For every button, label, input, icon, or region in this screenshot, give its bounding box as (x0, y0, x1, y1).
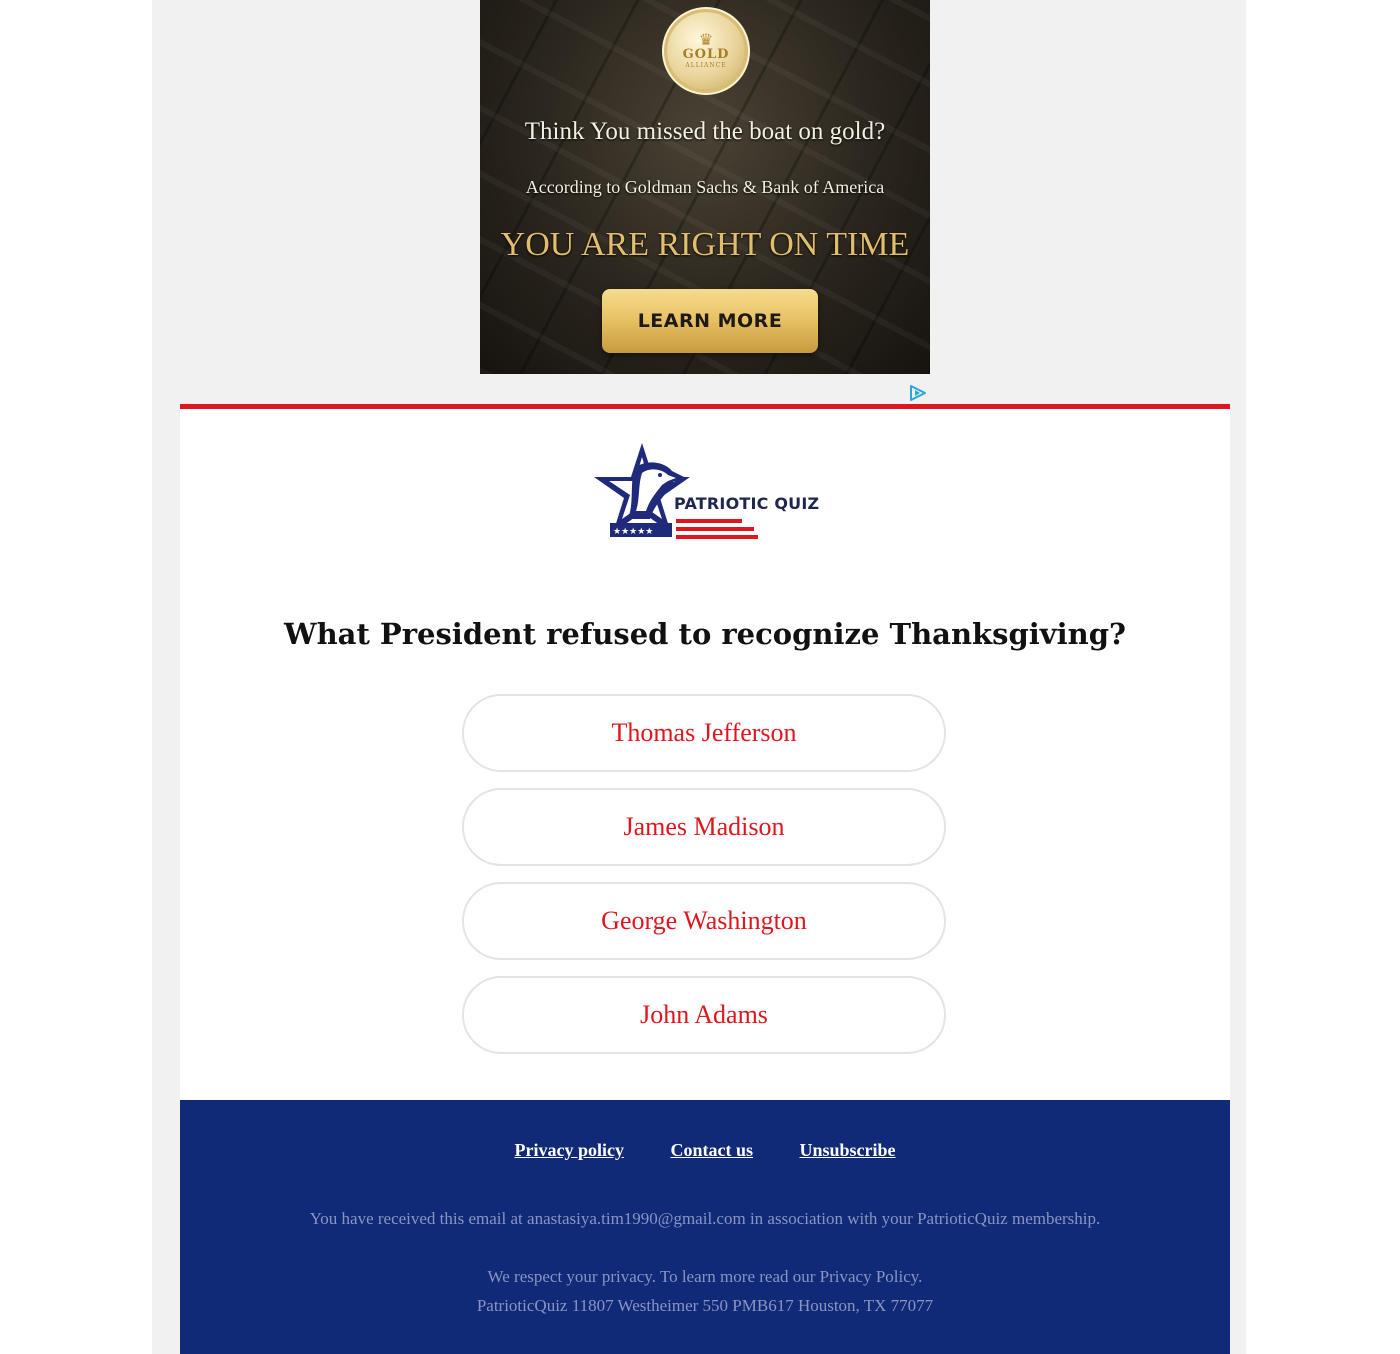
brand-name: PATRIOTIC QUIZ (674, 494, 820, 513)
answer-option-james-madison[interactable]: James Madison (462, 788, 946, 866)
membership-notice: You have received this email at anastasiya.tim1990@gmail.com in association with your PatrioticQuiz membership. (309, 1209, 1101, 1228)
seal-text-gold: GOLD (682, 47, 730, 62)
footer-links (180, 1140, 1230, 1161)
answer-option-george-washington[interactable]: George Washington (462, 882, 946, 960)
gold-alliance-seal-logo (667, 12, 745, 90)
answer-option-thomas-jefferson[interactable]: Thomas Jefferson (462, 694, 946, 772)
privacy-notice: We respect your privacy. To learn more read our Privacy Policy. (487, 1267, 923, 1286)
contact-us-link[interactable]: Contact us (670, 1140, 753, 1160)
svg-text:★★★★★: ★★★★★ (613, 527, 654, 537)
quiz-question: What President refused to recognize Thanksgiving? (284, 617, 1126, 651)
unsubscribe-link[interactable]: Unsubscribe (799, 1140, 896, 1160)
ad-tagline: YOU ARE RIGHT ON TIME (500, 226, 910, 263)
gold-advertisement[interactable] (480, 0, 930, 374)
ad-headline: Think You missed the boat on gold? (524, 118, 886, 145)
patriotic-quiz-logo (590, 441, 830, 545)
answer-option-john-adams[interactable]: John Adams (462, 976, 946, 1054)
ad-subline: According to Goldman Sachs & Bank of America (525, 177, 885, 197)
postal-address: PatrioticQuiz 11807 Westheimer 550 PMB617 Houston, TX 77077 (476, 1296, 934, 1315)
adchoices-icon[interactable] (908, 384, 928, 402)
privacy-policy-link[interactable]: Privacy policy (514, 1140, 624, 1160)
crown-icon: ♛ (698, 30, 714, 49)
seal-text-alliance: ALLIANCE (685, 62, 727, 69)
learn-more-button[interactable]: LEARN MORE (602, 289, 818, 353)
